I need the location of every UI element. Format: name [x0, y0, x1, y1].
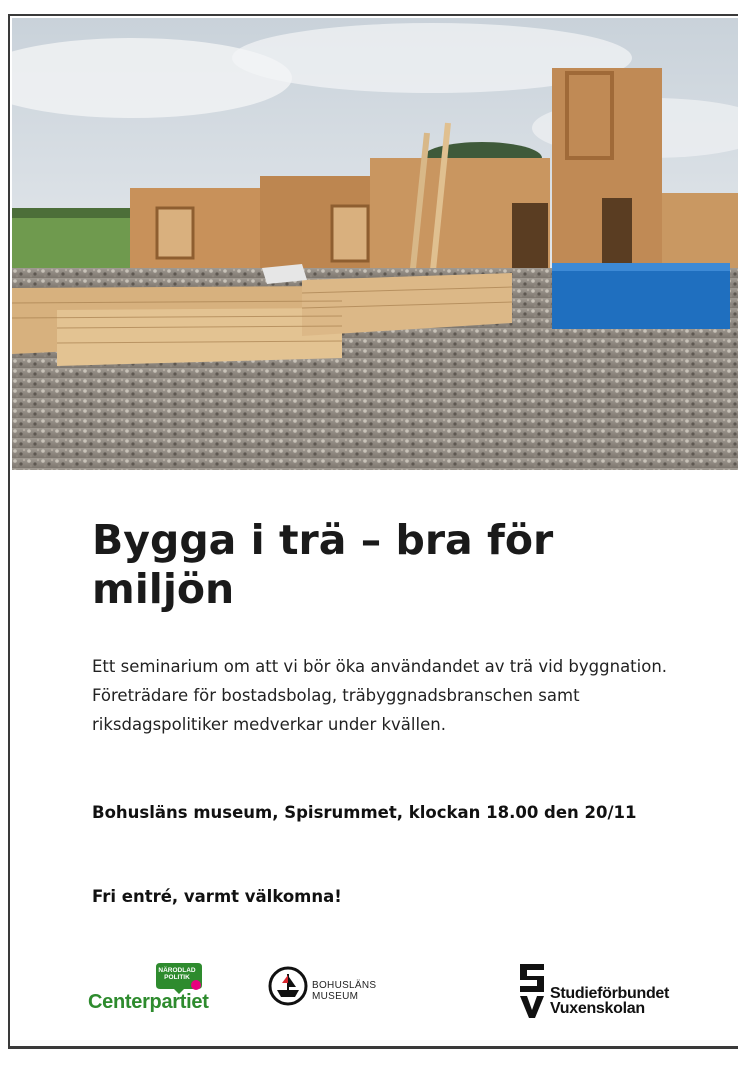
bohuslans-museum-line2: MUSEUM: [312, 991, 359, 1002]
construction-site-photo: [12, 18, 738, 470]
centerpartiet-logo: [88, 961, 228, 1017]
bohuslans-museum-name: [312, 980, 376, 1002]
vuxenskolan-line2: Vuxenskolan: [550, 1000, 645, 1017]
event-venue-time: Bohusläns museum, Spisrummet, klockan 18.00 den 20/11: [92, 803, 637, 822]
bohuslans-museum-logo: [268, 958, 398, 1018]
event-title: Bygga i trä – bra för miljön: [92, 516, 554, 613]
vuxenskolan-name: [550, 986, 669, 1016]
centerpartiet-name: Centerpartiet: [88, 991, 209, 1013]
ship-emblem-icon: [268, 966, 308, 1006]
poster-page: [8, 14, 738, 1049]
vuxenskolan-line1: Studieförbundet: [550, 985, 670, 1002]
bohuslans-museum-line1: BOHUSLÄNS: [312, 980, 377, 991]
event-welcome: Fri entré, varmt välkomna!: [92, 887, 342, 906]
sponsor-logos: [10, 946, 736, 1036]
event-description: Ett seminarium om att vi bör öka användandet av trä vid byggnation. Företrädare för bostadsbolag, träbyggnadsbranschen samt riksdagspolitiker medverkar under kvällen.: [92, 657, 668, 734]
sv-monogram-icon: [516, 960, 548, 1020]
centerpartiet-badge-text: NÄRODLAD POLITIK: [158, 967, 196, 981]
vuxenskolan-logo: [516, 960, 716, 1022]
